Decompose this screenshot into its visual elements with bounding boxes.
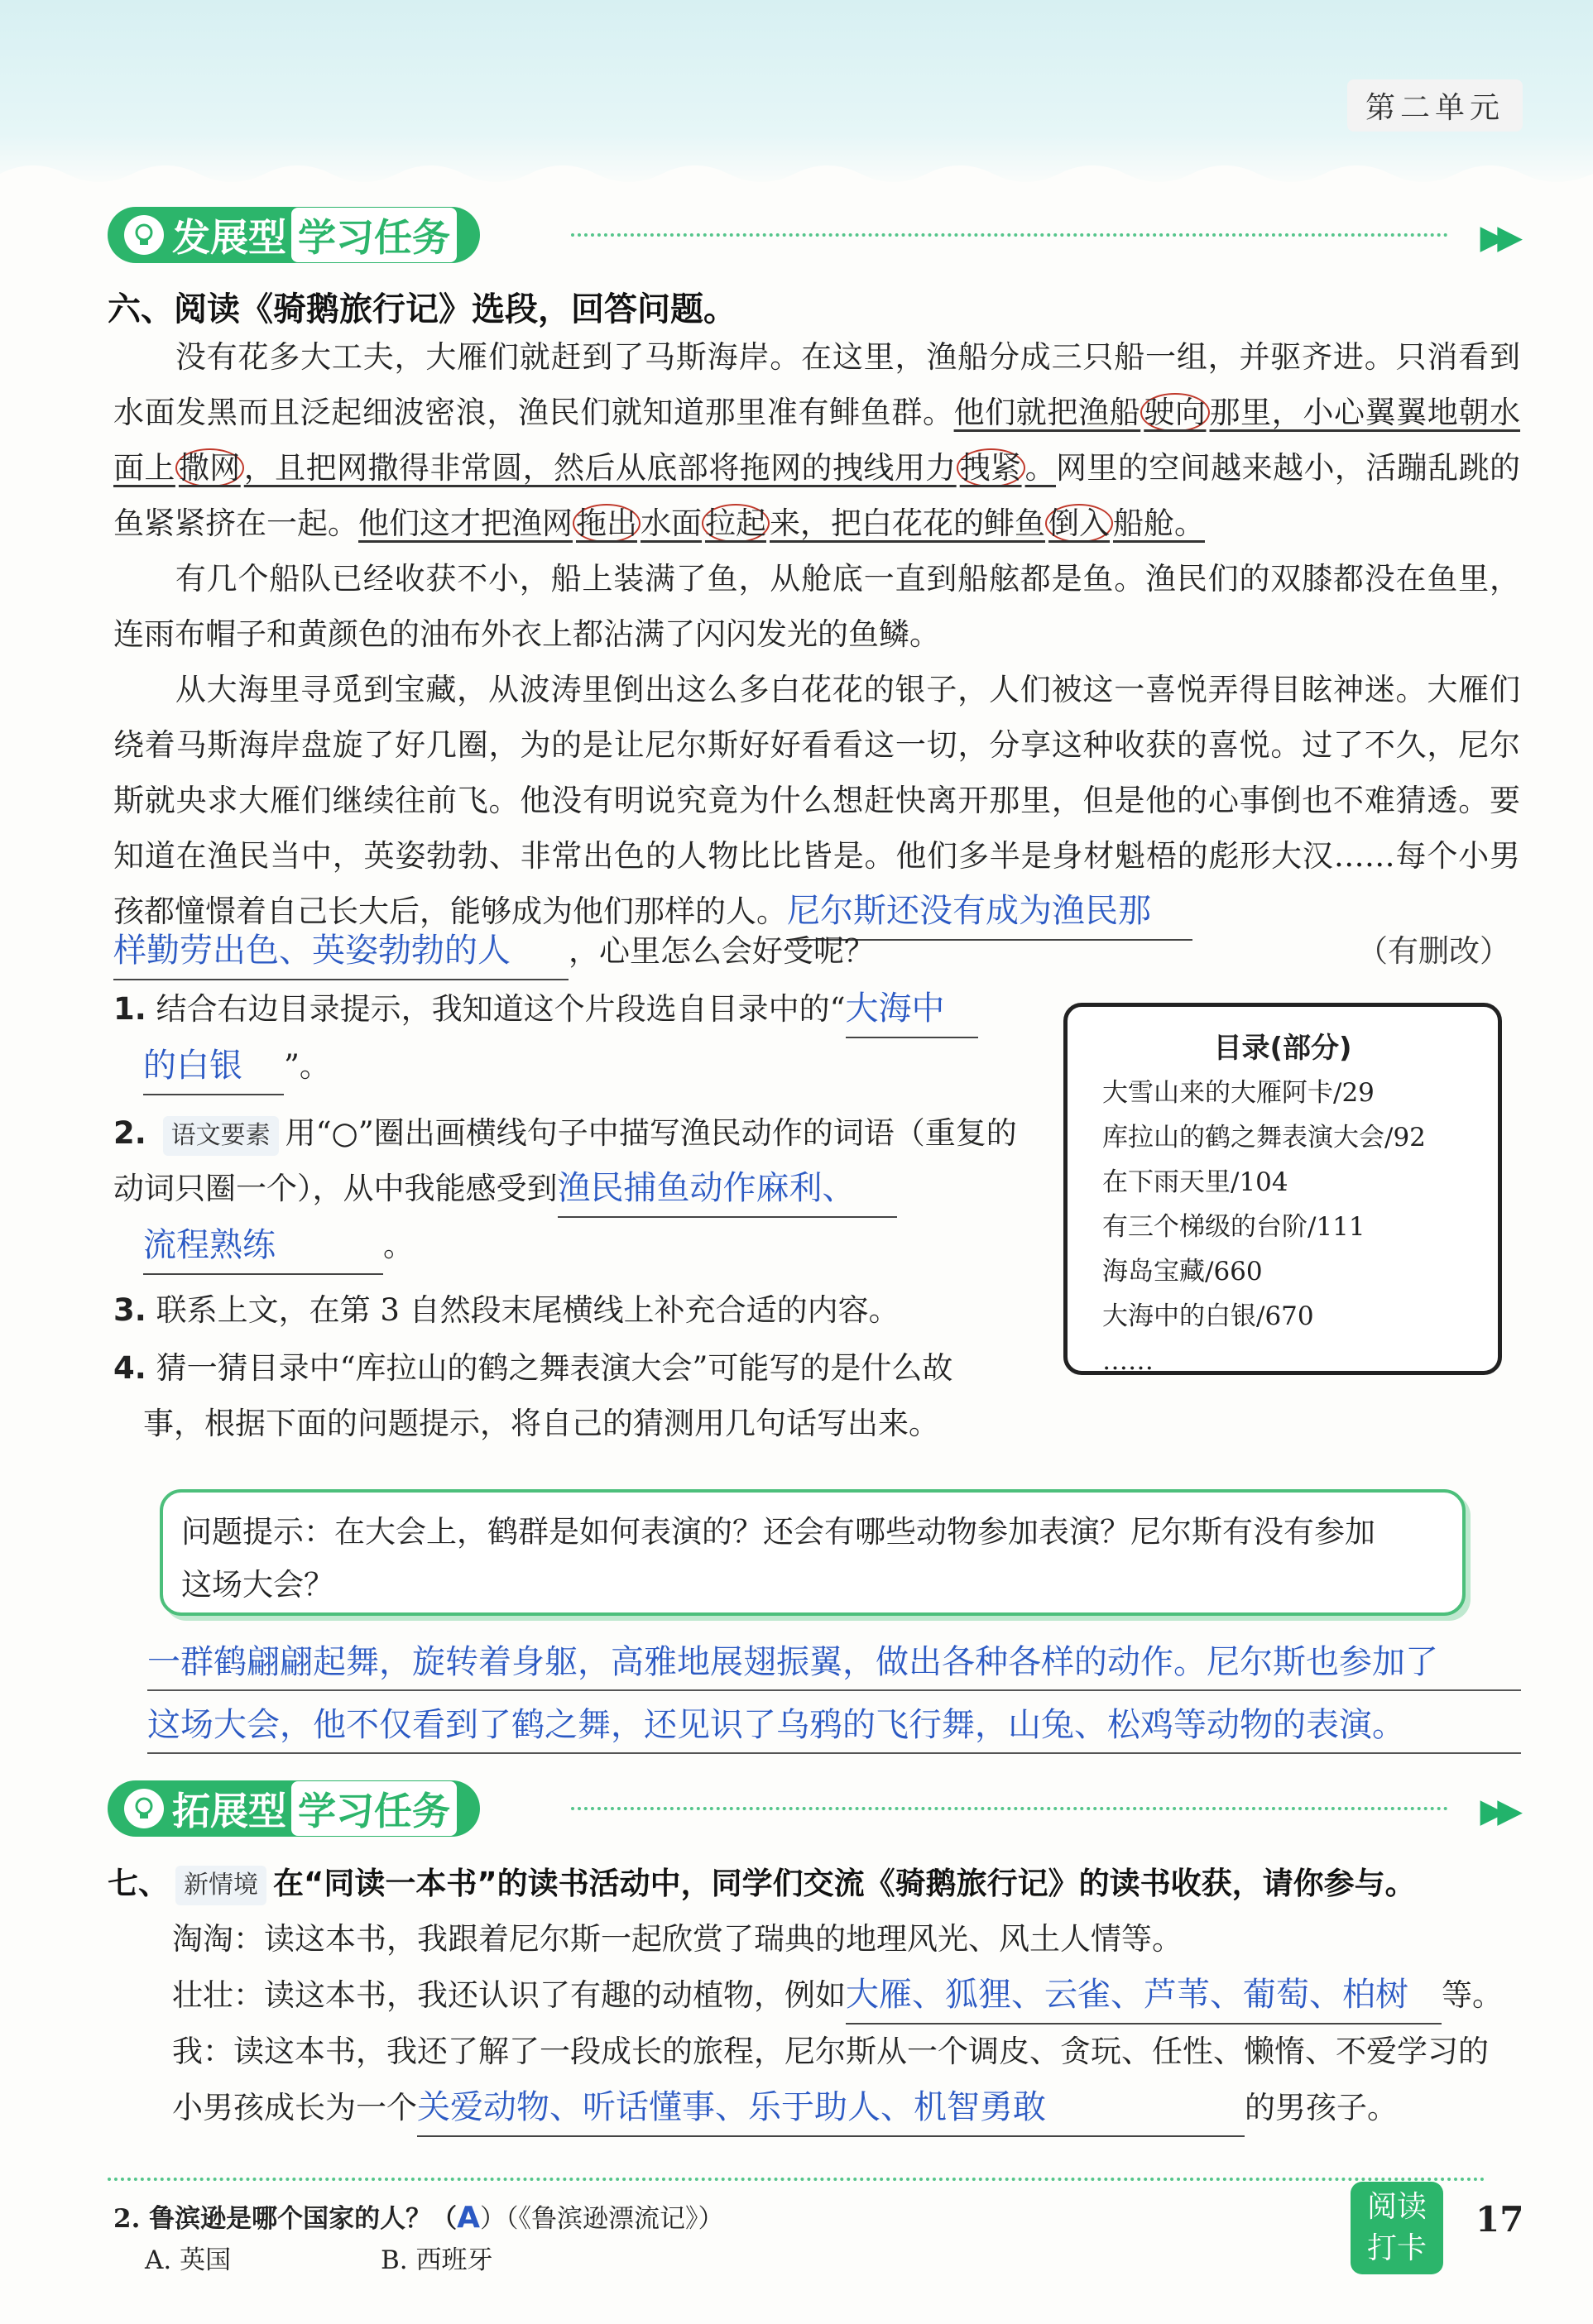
hint-text: 问题提示：在大会上，鹤群是如何表演的？还会有哪些动物参加表演？尼尔斯有没有参加 这场大会？ [181, 1514, 1375, 1603]
double-arrow-icon: ▶▶ [1480, 1792, 1514, 1830]
answer-blank-q1a[interactable]: 大海中 [846, 981, 978, 1038]
page-number: 17 [1475, 2199, 1524, 2240]
source-note: （有删改） [1357, 933, 1510, 969]
hint-box [160, 1489, 1466, 1616]
tag-new-context: 新情境 [175, 1866, 266, 1905]
toc-box [1063, 1003, 1502, 1375]
q7-line-zhuangzhuang: 壮壮：读这本书，我还认识了有趣的动植物，例如大雁、狐狸、云雀、芦苇、葡萄、柏树 等。 [172, 1967, 1503, 2025]
answer-line-q4-1[interactable]: 一群鹤翩翩起舞，旋转着身躯，高雅地展翅振翼，做出各种各样的动作。尼尔斯也参加了 [147, 1627, 1521, 1691]
toc-item: 大雪山来的大雁阿卡/29 [1102, 1078, 1375, 1108]
section-title-part2: 学习任务 [291, 208, 457, 262]
section-header-develop [108, 202, 1514, 268]
answer-blank-q2a[interactable]: 渔民捕鱼动作麻利、 [558, 1161, 897, 1218]
question-7-title: 七、 新情境 在“同读一本书”的读书活动中，同学们交流《骑鹅旅行记》的读书收获，请你参与。 [108, 1858, 1416, 1905]
unit-label: 第二单元 [1347, 79, 1523, 132]
question-6-title: 六、阅读《骑鹅旅行记》选段，回答问题。 [108, 290, 737, 328]
toc-item: …… [1102, 1346, 1154, 1376]
underlined-sentence-1: 他们就把渔船 驶向 那里，小心翼翼地朝水面上 撒网 ，且把网撒得非常圆，然后从底部将拖网的拽线用力 拽紧 。 [113, 395, 1521, 486]
p1-text-a: 没有花多大工夫，大雁们就赶到了马斯海岸。在这里，渔船分成三只船一组，并驱齐进。只消看到水面发黑而且泛起细波密浪，渔民们就知道那里准有鲱鱼群。 [113, 339, 1520, 430]
underlined-sentence-2: 他们这才把渔网 拖出 水面 拉起 来，把白花花的鲱鱼 倒入 船舱。 [358, 506, 1205, 541]
toc-list [1068, 1071, 1498, 1383]
footer-option-b: B. 西班牙 [381, 2245, 493, 2275]
reading-checkin-button[interactable]: 阅读 打卡 [1351, 2182, 1443, 2274]
q7-line-taotao: 淘淘：读这本书，我跟着尼尔斯一起欣赏了瑞典的地理风光、风土人情等。 [172, 1921, 1183, 1957]
answer-blank-q1b[interactable]: 的白银 [143, 1038, 284, 1095]
section-title-part1: 拓展型 [172, 1789, 286, 1833]
footer-option-a: A. 英国 [145, 2245, 232, 2275]
q7-line-me: 我：读这本书，我还了解了一段成长的旅程，尼尔斯从一个调皮、贪玩、任性、懒惰、不爱学习的 [172, 2034, 1489, 2069]
circled-word: 撒网 [175, 448, 244, 487]
question-2: 2. 语文要素 用“○”圈出画横线句子中描写渔民动作的词语（重复的动词只圈一个），从中我能感受到渔民捕鱼动作麻利、 流程熟练 。 [113, 1105, 1040, 1275]
footer-question: 2. 鲁滨逊是哪个国家的人？（A）（《鲁滨逊漂流记》） [113, 2201, 724, 2235]
lightbulb-icon [124, 215, 164, 255]
answer-blank-p3b[interactable]: 样勤劳出色、英姿勃勃的人 [113, 923, 569, 980]
q7-line-me-2: 小男孩成长为一个关爱动物、听话懂事、乐于助人、机智勇敢 的男孩子。 [172, 2080, 1398, 2137]
passage-paragraph-3: 从大海里寻觅到宝藏，从波涛里倒出这么多白花花的银子，人们被这一喜悦弄得目眩神迷。大雁们绕着马斯海岸盘旋了好几圈，为的是让尼尔斯好好看看这一切，分享这种收获的喜悦。过了不久，尼尔斯就央求大雁们继续往前飞。他没有明说究竟为什么想赶快离开那里，但是他的心事倒也不难猜透。要知道在渔民当中，英姿勃勃、非常出色的人物比比皆是。他们多半是身材魁梧的彪形大汉……每个小男孩都憧憬着自己长大后，能够成为他们那样的人。尼尔斯还没有成为渔民那 [113, 662, 1520, 941]
divider-dots [571, 1807, 1448, 1810]
section-pill [108, 1780, 480, 1837]
section-header-extend [108, 1775, 1514, 1842]
circled-word: 倒入 [1045, 504, 1113, 543]
section-title-part1: 发展型 [172, 215, 286, 260]
answer-blank-q2b[interactable]: 流程熟练 [143, 1218, 383, 1275]
answer-blank-p3a[interactable]: 尼尔斯还没有成为渔民那 [787, 884, 1192, 941]
wave-decoration [0, 157, 1593, 190]
passage-paragraph-2: 有几个船队已经收获不小，船上装满了鱼，从舱底一直到船舷都是鱼。渔民们的双膝都没在鱼里，连雨布帽子和黄颜色的油布外衣上都沾满了闪闪发光的鱼鳞。 [113, 561, 1520, 652]
toc-item: 大海中的白银/670 [1102, 1301, 1314, 1331]
p1-text-f: 网里的空间越来越小，活蹦乱跳的鱼紧紧挤在一起。 [113, 450, 1521, 541]
double-arrow-icon: ▶▶ [1480, 218, 1514, 256]
circled-word: 拖出 [573, 504, 641, 543]
question-1: 1. 结合右边目录提示，我知道这个片段选自目录中的“大海中 的白银 ”。 [113, 981, 1040, 1095]
question-4: 4. 猜一猜目录中“库拉山的鹤之舞表演大会”可能写的是什么故 事，根据下面的问题提示，将自己的猜测用几句话写出来。 [113, 1350, 953, 1441]
footer-answer[interactable]: A [457, 2201, 481, 2235]
footer-divider [108, 2178, 1485, 2181]
answer-blank-q7a[interactable]: 大雁、狐狸、云雀、芦苇、葡萄、柏树 [846, 1967, 1442, 2025]
toc-item: 海岛宝藏/660 [1102, 1257, 1263, 1287]
divider-dots [571, 233, 1448, 237]
toc-title: 目录(部分) [1213, 1032, 1352, 1065]
lightbulb-icon [124, 1789, 164, 1828]
toc-item: 在下雨天里/104 [1102, 1167, 1288, 1197]
passage-paragraph-3-end: 样勤劳出色、英姿勃勃的人 ，心里怎么会好受呢？ [113, 923, 1520, 980]
circled-word: 驶向 [1140, 393, 1209, 432]
section-title-part2: 学习任务 [291, 1781, 457, 1836]
circled-word: 拽紧 [957, 448, 1025, 487]
passage-paragraph-1 [113, 329, 1520, 551]
circled-word: 拉起 [702, 504, 770, 543]
tag-chinese-element: 语文要素 [163, 1116, 279, 1156]
answer-blank-q7b[interactable]: 关爱动物、听话懂事、乐于助人、机智勇敢 [417, 2080, 1245, 2137]
answer-line-q4-2[interactable]: 这场大会，他不仅看到了鹤之舞，还见识了乌鸦的飞行舞，山兔、松鸡等动物的表演。 [147, 1689, 1521, 1754]
section-pill [108, 207, 480, 263]
toc-item: 有三个梯级的台阶/111 [1102, 1212, 1365, 1242]
question-3: 3. 联系上文，在第 3 自然段末尾横线上补充合适的内容。 [113, 1292, 900, 1328]
toc-item: 库拉山的鹤之舞表演大会/92 [1102, 1123, 1426, 1152]
